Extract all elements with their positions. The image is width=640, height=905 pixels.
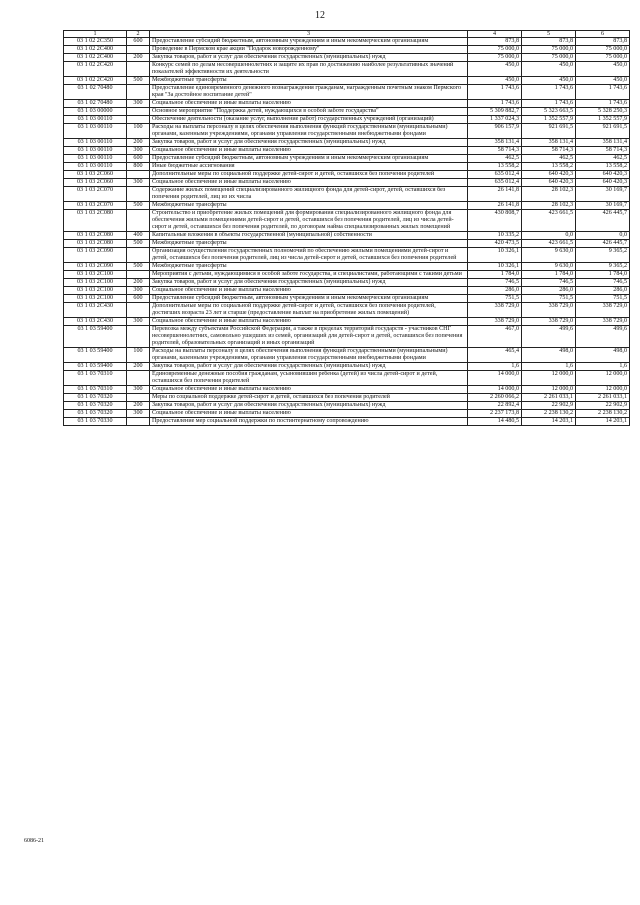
- row-expense-type-cell: [127, 210, 150, 232]
- row-value-2021-cell: 1 743,6: [468, 100, 522, 108]
- row-code-cell: 03 1 02 2С420: [64, 62, 127, 77]
- row-code-cell: 03 1 03 70310: [64, 371, 127, 386]
- row-value-2021-cell: 462,5: [468, 155, 522, 163]
- row-value-2023-cell: 1 743,6: [576, 100, 630, 108]
- row-value-2022-cell: 2 261 033,1: [522, 394, 576, 402]
- row-code-cell: 03 1 03 59400: [64, 363, 127, 371]
- row-value-2023-cell: 30 169,7: [576, 202, 630, 210]
- header-cell-6: 6: [576, 31, 630, 38]
- row-code-cell: 03 1 03 00110: [64, 116, 127, 124]
- row-name-cell: Предоставление мер социальной поддержки по постинтернатному сопровождению: [150, 418, 468, 426]
- row-code-cell: 03 1 03 00000: [64, 108, 127, 116]
- row-code-cell: 03 1 03 2С430: [64, 303, 127, 318]
- table-row: [64, 108, 630, 116]
- row-code-cell: 03 1 03 2С100: [64, 295, 127, 303]
- row-value-2023-cell: 462,5: [576, 155, 630, 163]
- row-value-2023-cell: 921 691,5: [576, 124, 630, 139]
- row-value-2022-cell: 338 729,0: [522, 318, 576, 326]
- table-row: [64, 348, 630, 363]
- row-value-2023-cell: 12 000,0: [576, 371, 630, 386]
- row-name-cell: Социальное обеспечение и иные выплаты населению: [150, 147, 468, 155]
- row-value-2023-cell: 338 729,0: [576, 318, 630, 326]
- row-value-2022-cell: 358 131,4: [522, 139, 576, 147]
- row-value-2023-cell: 1 784,0: [576, 271, 630, 279]
- table-row: [64, 263, 630, 271]
- row-expense-type-cell: [127, 187, 150, 202]
- row-value-2023-cell: 1 352 557,9: [576, 116, 630, 124]
- row-value-2021-cell: 1,6: [468, 363, 522, 371]
- row-expense-type-cell: 100: [127, 124, 150, 139]
- row-code-cell: 03 1 03 70330: [64, 418, 127, 426]
- row-value-2022-cell: 423 661,5: [522, 210, 576, 232]
- row-code-cell: 03 1 03 2С060: [64, 171, 127, 179]
- row-name-cell: Предоставление субсидий бюджетным, автономным учреждениям и иным некоммерческим организациям: [150, 155, 468, 163]
- row-value-2021-cell: 22 892,4: [468, 402, 522, 410]
- row-expense-type-cell: 300: [127, 287, 150, 295]
- page-number: 12: [315, 10, 325, 21]
- table-row: [64, 179, 630, 187]
- row-code-cell: 03 1 03 2С100: [64, 271, 127, 279]
- row-expense-type-cell: 300: [127, 100, 150, 108]
- row-name-cell: Межбюджетные трансферты: [150, 77, 468, 85]
- row-expense-type-cell: 300: [127, 318, 150, 326]
- row-name-cell: Социальное обеспечение и иные выплаты населению: [150, 100, 468, 108]
- table-row: [64, 271, 630, 279]
- row-name-cell: Закупка товаров, работ и услуг для обеспечения государственных (муниципальных) нужд: [150, 402, 468, 410]
- row-code-cell: 03 1 02 2С350: [64, 38, 127, 46]
- row-expense-type-cell: 600: [127, 38, 150, 46]
- row-value-2023-cell: 746,5: [576, 279, 630, 287]
- row-value-2023-cell: 751,5: [576, 295, 630, 303]
- budget-table: [63, 30, 630, 426]
- row-name-cell: Перевозка между субъектами Российской Федерации, а также в пределах территорий государств - участников СНГ несовершеннолетних, самовольно ушедших из семей, организаций для детей-сирот и детей, оставшихся без попечения родителей, образовательных организаций и иных организаций: [150, 326, 468, 348]
- row-value-2022-cell: 1 352 557,9: [522, 116, 576, 124]
- row-expense-type-cell: [127, 116, 150, 124]
- row-value-2023-cell: 13 558,2: [576, 163, 630, 171]
- row-value-2023-cell: 450,0: [576, 62, 630, 77]
- row-code-cell: 03 1 03 00110: [64, 124, 127, 139]
- row-name-cell: Организация осуществления государственных полномочий по обеспечению жилыми помещениями детей-сирот и детей, оставшихся без попечения родителей, лиц из числа детей-сирот и детей, оставшихся без попечения родителей: [150, 248, 468, 263]
- row-value-2021-cell: 75 000,0: [468, 46, 522, 54]
- row-code-cell: 03 1 02 70480: [64, 100, 127, 108]
- row-code-cell: 03 1 03 70320: [64, 394, 127, 402]
- row-value-2022-cell: 450,0: [522, 77, 576, 85]
- row-name-cell: Предоставление субсидий бюджетным, автономным учреждениям и иным некоммерческим организациям: [150, 295, 468, 303]
- row-name-cell: Социальное обеспечение и иные выплаты населению: [150, 386, 468, 394]
- row-value-2023-cell: 338 729,0: [576, 303, 630, 318]
- row-value-2022-cell: 22 902,9: [522, 402, 576, 410]
- row-value-2021-cell: 873,8: [468, 38, 522, 46]
- row-value-2021-cell: 465,4: [468, 348, 522, 363]
- row-value-2023-cell: 9 365,2: [576, 248, 630, 263]
- row-value-2022-cell: 640 420,3: [522, 171, 576, 179]
- row-value-2021-cell: 286,0: [468, 287, 522, 295]
- row-value-2022-cell: 499,6: [522, 326, 576, 348]
- row-expense-type-cell: [127, 46, 150, 54]
- row-name-cell: Строительство и приобретение жилых помещений для формирования специализированного жилищного фонда для обеспечения жилыми помещениями детей-сирот и детей, оставшихся без попечения родителей, лиц из числа детей-сирот и детей, оставшихся без попечения родителей, по договорам найма специализированных жилых помещений: [150, 210, 468, 232]
- row-value-2023-cell: 450,0: [576, 77, 630, 85]
- header-cell-5: 5: [522, 31, 576, 38]
- table-row: [64, 187, 630, 202]
- table-row: [64, 62, 630, 77]
- row-name-cell: Социальное обеспечение и иные выплаты населению: [150, 318, 468, 326]
- row-value-2021-cell: 5 309 882,7: [468, 108, 522, 116]
- row-name-cell: Капитальные вложения в объекты государственной (муниципальной) собственности: [150, 232, 468, 240]
- row-value-2021-cell: 14 000,0: [468, 386, 522, 394]
- row-value-2021-cell: 58 714,3: [468, 147, 522, 155]
- row-value-2022-cell: 746,5: [522, 279, 576, 287]
- row-code-cell: 03 1 03 2С090: [64, 263, 127, 271]
- row-value-2022-cell: 1 743,6: [522, 85, 576, 100]
- row-value-2022-cell: 5 323 663,5: [522, 108, 576, 116]
- row-value-2023-cell: 499,6: [576, 326, 630, 348]
- header-cell-1: 1: [64, 31, 127, 38]
- row-value-2022-cell: 498,0: [522, 348, 576, 363]
- row-code-cell: 03 1 03 70320: [64, 402, 127, 410]
- row-expense-type-cell: 600: [127, 155, 150, 163]
- row-value-2023-cell: 426 445,7: [576, 240, 630, 248]
- row-value-2022-cell: 0,0: [522, 232, 576, 240]
- row-value-2021-cell: 467,0: [468, 326, 522, 348]
- row-value-2022-cell: 9 630,0: [522, 248, 576, 263]
- row-name-cell: Мероприятия с детьми, нуждающимися в особой заботе государства, и специалистами, работающими с такими детьми: [150, 271, 468, 279]
- table-row: [64, 295, 630, 303]
- row-value-2023-cell: 75 000,0: [576, 46, 630, 54]
- table-row: [64, 202, 630, 210]
- row-value-2023-cell: 1 743,6: [576, 85, 630, 100]
- row-value-2023-cell: 5 328 250,3: [576, 108, 630, 116]
- table-row: [64, 279, 630, 287]
- table-row: [64, 171, 630, 179]
- table-row: [64, 163, 630, 171]
- row-expense-type-cell: 300: [127, 147, 150, 155]
- row-code-cell: 03 1 02 2С400: [64, 46, 127, 54]
- row-code-cell: 03 1 03 00110: [64, 139, 127, 147]
- row-name-cell: Закупка товаров, работ и услуг для обеспечения государственных (муниципальных) нужд: [150, 279, 468, 287]
- row-value-2023-cell: 12 000,0: [576, 386, 630, 394]
- row-expense-type-cell: 500: [127, 240, 150, 248]
- row-name-cell: Межбюджетные трансферты: [150, 263, 468, 271]
- row-expense-type-cell: [127, 271, 150, 279]
- table-row: [64, 116, 630, 124]
- row-name-cell: Межбюджетные трансферты: [150, 240, 468, 248]
- row-value-2022-cell: 286,0: [522, 287, 576, 295]
- row-name-cell: Основное мероприятие "Поддержка детей, нуждающихся в особой заботе государства": [150, 108, 468, 116]
- row-value-2022-cell: 13 558,2: [522, 163, 576, 171]
- row-value-2022-cell: 75 000,0: [522, 46, 576, 54]
- row-value-2021-cell: 14 000,0: [468, 371, 522, 386]
- row-expense-type-cell: 200: [127, 54, 150, 62]
- row-name-cell: Проведение в Пермском крае акции "Подарок новорожденному": [150, 46, 468, 54]
- row-code-cell: 03 1 03 2С080: [64, 232, 127, 240]
- row-value-2021-cell: 75 000,0: [468, 54, 522, 62]
- row-value-2022-cell: 9 630,0: [522, 263, 576, 271]
- row-code-cell: 03 1 03 70320: [64, 410, 127, 418]
- row-expense-type-cell: 200: [127, 279, 150, 287]
- row-value-2023-cell: 426 445,7: [576, 210, 630, 232]
- row-name-cell: Закупка товаров, работ и услуг для обеспечения государственных (муниципальных) нужд: [150, 54, 468, 62]
- row-code-cell: 03 1 03 2С070: [64, 202, 127, 210]
- row-name-cell: Социальное обеспечение и иные выплаты населению: [150, 287, 468, 295]
- row-value-2021-cell: 450,0: [468, 62, 522, 77]
- table-row: [64, 240, 630, 248]
- table-row: [64, 371, 630, 386]
- row-name-cell: Закупка товаров, работ и услуг для обеспечения государственных (муниципальных) нужд: [150, 363, 468, 371]
- row-name-cell: Расходы на выплаты персоналу в целях обеспечения выполнения функций государственными (муниципальными) органами, казенными учреждениями, органами управления государственными внебюджетными фондами: [150, 348, 468, 363]
- row-name-cell: Обеспечение деятельности (оказание услуг, выполнение работ) государственных учреждений (организаций): [150, 116, 468, 124]
- row-value-2023-cell: 2 238 130,2: [576, 410, 630, 418]
- header-cell-4: 4: [468, 31, 522, 38]
- row-code-cell: 03 1 03 00110: [64, 163, 127, 171]
- row-name-cell: Предоставление субсидий бюджетным, автономным учреждениям и иным некоммерческим организациям: [150, 38, 468, 46]
- table-row: [64, 147, 630, 155]
- row-value-2023-cell: 286,0: [576, 287, 630, 295]
- table-row: [64, 410, 630, 418]
- table-row: [64, 232, 630, 240]
- row-name-cell: Социальное обеспечение и иные выплаты населению: [150, 179, 468, 187]
- row-value-2022-cell: 1 784,0: [522, 271, 576, 279]
- table-header-row: [64, 31, 630, 38]
- table-row: [64, 210, 630, 232]
- table-row: [64, 77, 630, 85]
- row-value-2021-cell: 10 335,2: [468, 232, 522, 240]
- row-expense-type-cell: [127, 326, 150, 348]
- row-value-2021-cell: 430 808,7: [468, 210, 522, 232]
- header-cell-3: 3: [150, 31, 468, 38]
- row-value-2021-cell: 2 237 173,8: [468, 410, 522, 418]
- row-name-cell: Дополнительные меры по социальной поддержке детей-сирот и детей, оставшихся без попечения родителей, достигших возраста 23 лет и старше (предоставление выплат на приобретение жилых помещений): [150, 303, 468, 318]
- row-name-cell: Содержание жилых помещений специализированного жилищного фонда для детей-сирот, детей, оставшихся без попечения родителей, лиц из их числа: [150, 187, 468, 202]
- row-code-cell: 03 1 03 2С080: [64, 240, 127, 248]
- row-value-2022-cell: 14 203,1: [522, 418, 576, 426]
- table-row: [64, 303, 630, 318]
- row-name-cell: Закупка товаров, работ и услуг для обеспечения государственных (муниципальных) нужд: [150, 139, 468, 147]
- row-name-cell: Меры по социальной поддержке детей-сирот и детей, оставшихся без попечения родителей: [150, 394, 468, 402]
- row-value-2023-cell: 0,0: [576, 232, 630, 240]
- row-value-2021-cell: 26 141,8: [468, 187, 522, 202]
- row-expense-type-cell: 500: [127, 77, 150, 85]
- row-code-cell: 03 1 03 2С430: [64, 318, 127, 326]
- row-value-2021-cell: 358 131,4: [468, 139, 522, 147]
- row-name-cell: Конкурс семей по делам несовершеннолетних и защите их прав по достижению наиболее результативных значений показателей эффективности их деятельности: [150, 62, 468, 77]
- row-value-2021-cell: 13 558,2: [468, 163, 522, 171]
- table-row: [64, 386, 630, 394]
- row-expense-type-cell: [127, 394, 150, 402]
- row-expense-type-cell: 600: [127, 295, 150, 303]
- row-expense-type-cell: 200: [127, 363, 150, 371]
- row-value-2021-cell: 1 337 024,3: [468, 116, 522, 124]
- row-code-cell: 03 1 03 2С080: [64, 210, 127, 232]
- row-code-cell: 03 1 03 00110: [64, 155, 127, 163]
- table-row: [64, 155, 630, 163]
- row-name-cell: Межбюджетные трансферты: [150, 202, 468, 210]
- row-value-2022-cell: 640 420,3: [522, 179, 576, 187]
- row-value-2021-cell: 635 012,4: [468, 179, 522, 187]
- row-expense-type-cell: [127, 108, 150, 116]
- row-value-2022-cell: 75 000,0: [522, 54, 576, 62]
- row-value-2021-cell: 10 326,1: [468, 248, 522, 263]
- row-name-cell: Социальное обеспечение и иные выплаты населению: [150, 410, 468, 418]
- row-value-2022-cell: 450,0: [522, 62, 576, 77]
- row-name-cell: Предоставление единовременного денежного вознаграждения гражданам, награжденным почетным знаком Пермского края "За достойное воспитание детей": [150, 85, 468, 100]
- row-value-2022-cell: 12 000,0: [522, 371, 576, 386]
- row-value-2021-cell: 10 326,1: [468, 263, 522, 271]
- row-code-cell: 03 1 02 70480: [64, 85, 127, 100]
- table-row: [64, 326, 630, 348]
- row-code-cell: 03 1 03 2С090: [64, 248, 127, 263]
- row-name-cell: Дополнительные меры по социальной поддержке детей-сирот и детей, оставшихся без попечения родителей: [150, 171, 468, 179]
- row-name-cell: Иные бюджетные ассигнования: [150, 163, 468, 171]
- row-value-2022-cell: 873,8: [522, 38, 576, 46]
- table-row: [64, 394, 630, 402]
- row-value-2022-cell: 921 691,5: [522, 124, 576, 139]
- row-value-2022-cell: 2 238 130,2: [522, 410, 576, 418]
- row-value-2022-cell: 1,6: [522, 363, 576, 371]
- table-row: [64, 124, 630, 139]
- row-value-2021-cell: 2 260 066,2: [468, 394, 522, 402]
- row-value-2023-cell: 22 902,9: [576, 402, 630, 410]
- row-expense-type-cell: 300: [127, 179, 150, 187]
- row-expense-type-cell: 200: [127, 139, 150, 147]
- row-code-cell: 03 1 02 2С420: [64, 77, 127, 85]
- row-value-2023-cell: 75 000,0: [576, 54, 630, 62]
- table-row: [64, 85, 630, 100]
- row-value-2021-cell: 420 473,5: [468, 240, 522, 248]
- row-value-2023-cell: 498,0: [576, 348, 630, 363]
- header-cell-2: 2: [127, 31, 150, 38]
- table-row: [64, 363, 630, 371]
- row-value-2021-cell: 906 157,9: [468, 124, 522, 139]
- row-value-2021-cell: 26 141,8: [468, 202, 522, 210]
- table-row: [64, 418, 630, 426]
- row-value-2023-cell: 1,6: [576, 363, 630, 371]
- row-expense-type-cell: 200: [127, 402, 150, 410]
- table-row: [64, 287, 630, 295]
- row-expense-type-cell: 300: [127, 386, 150, 394]
- row-value-2023-cell: 9 365,2: [576, 263, 630, 271]
- row-expense-type-cell: 400: [127, 232, 150, 240]
- row-value-2021-cell: 635 012,4: [468, 171, 522, 179]
- row-value-2022-cell: 1 743,6: [522, 100, 576, 108]
- row-code-cell: 03 1 03 2С100: [64, 279, 127, 287]
- row-value-2022-cell: 28 102,3: [522, 187, 576, 202]
- row-value-2022-cell: 751,5: [522, 295, 576, 303]
- row-value-2022-cell: 12 000,0: [522, 386, 576, 394]
- row-expense-type-cell: [127, 85, 150, 100]
- row-value-2023-cell: 358 131,4: [576, 139, 630, 147]
- row-value-2021-cell: 1 743,6: [468, 85, 522, 100]
- row-value-2021-cell: 1 784,0: [468, 271, 522, 279]
- row-value-2023-cell: 2 261 033,1: [576, 394, 630, 402]
- row-name-cell: Единовременные денежные пособия гражданам, усыновившим ребенка (детей) из числа детей-сирот и детей, оставшихся без попечения родителей: [150, 371, 468, 386]
- row-value-2022-cell: 423 661,5: [522, 240, 576, 248]
- row-code-cell: 03 1 02 2С400: [64, 54, 127, 62]
- row-expense-type-cell: 800: [127, 163, 150, 171]
- row-expense-type-cell: [127, 418, 150, 426]
- row-value-2021-cell: 746,5: [468, 279, 522, 287]
- table-row: [64, 318, 630, 326]
- row-value-2021-cell: 338 729,0: [468, 318, 522, 326]
- table-row: [64, 38, 630, 46]
- row-expense-type-cell: 500: [127, 263, 150, 271]
- table-row: [64, 46, 630, 54]
- row-value-2023-cell: 14 203,1: [576, 418, 630, 426]
- row-code-cell: 03 1 03 2С100: [64, 287, 127, 295]
- table-row: [64, 139, 630, 147]
- row-code-cell: 03 1 03 2С060: [64, 179, 127, 187]
- row-value-2023-cell: 30 169,7: [576, 187, 630, 202]
- row-value-2022-cell: 58 714,3: [522, 147, 576, 155]
- row-code-cell: 03 1 03 2С070: [64, 187, 127, 202]
- row-value-2022-cell: 338 729,0: [522, 303, 576, 318]
- row-code-cell: 03 1 03 70310: [64, 386, 127, 394]
- row-value-2021-cell: 338 729,0: [468, 303, 522, 318]
- document-code: 6086-21: [24, 838, 44, 844]
- row-value-2023-cell: 873,8: [576, 38, 630, 46]
- table-row: [64, 100, 630, 108]
- row-value-2021-cell: 751,5: [468, 295, 522, 303]
- row-value-2022-cell: 28 102,3: [522, 202, 576, 210]
- row-value-2021-cell: 14 480,5: [468, 418, 522, 426]
- row-value-2021-cell: 450,0: [468, 77, 522, 85]
- row-expense-type-cell: 100: [127, 348, 150, 363]
- row-expense-type-cell: [127, 371, 150, 386]
- row-code-cell: 03 1 03 59400: [64, 326, 127, 348]
- row-expense-type-cell: [127, 62, 150, 77]
- table-row: [64, 248, 630, 263]
- table-row: [64, 402, 630, 410]
- row-code-cell: 03 1 03 59400: [64, 348, 127, 363]
- row-value-2023-cell: 640 420,3: [576, 179, 630, 187]
- row-expense-type-cell: 500: [127, 202, 150, 210]
- row-expense-type-cell: [127, 303, 150, 318]
- row-code-cell: 03 1 03 00110: [64, 147, 127, 155]
- row-expense-type-cell: [127, 171, 150, 179]
- row-name-cell: Расходы на выплаты персоналу в целях обеспечения выполнения функций государственными (муниципальными) органами, казенными учреждениями, органами управления государственными внебюджетными фондами: [150, 124, 468, 139]
- table-row: [64, 54, 630, 62]
- row-value-2022-cell: 462,5: [522, 155, 576, 163]
- row-value-2023-cell: 640 420,3: [576, 171, 630, 179]
- row-expense-type-cell: 300: [127, 410, 150, 418]
- row-expense-type-cell: [127, 248, 150, 263]
- row-value-2023-cell: 58 714,3: [576, 147, 630, 155]
